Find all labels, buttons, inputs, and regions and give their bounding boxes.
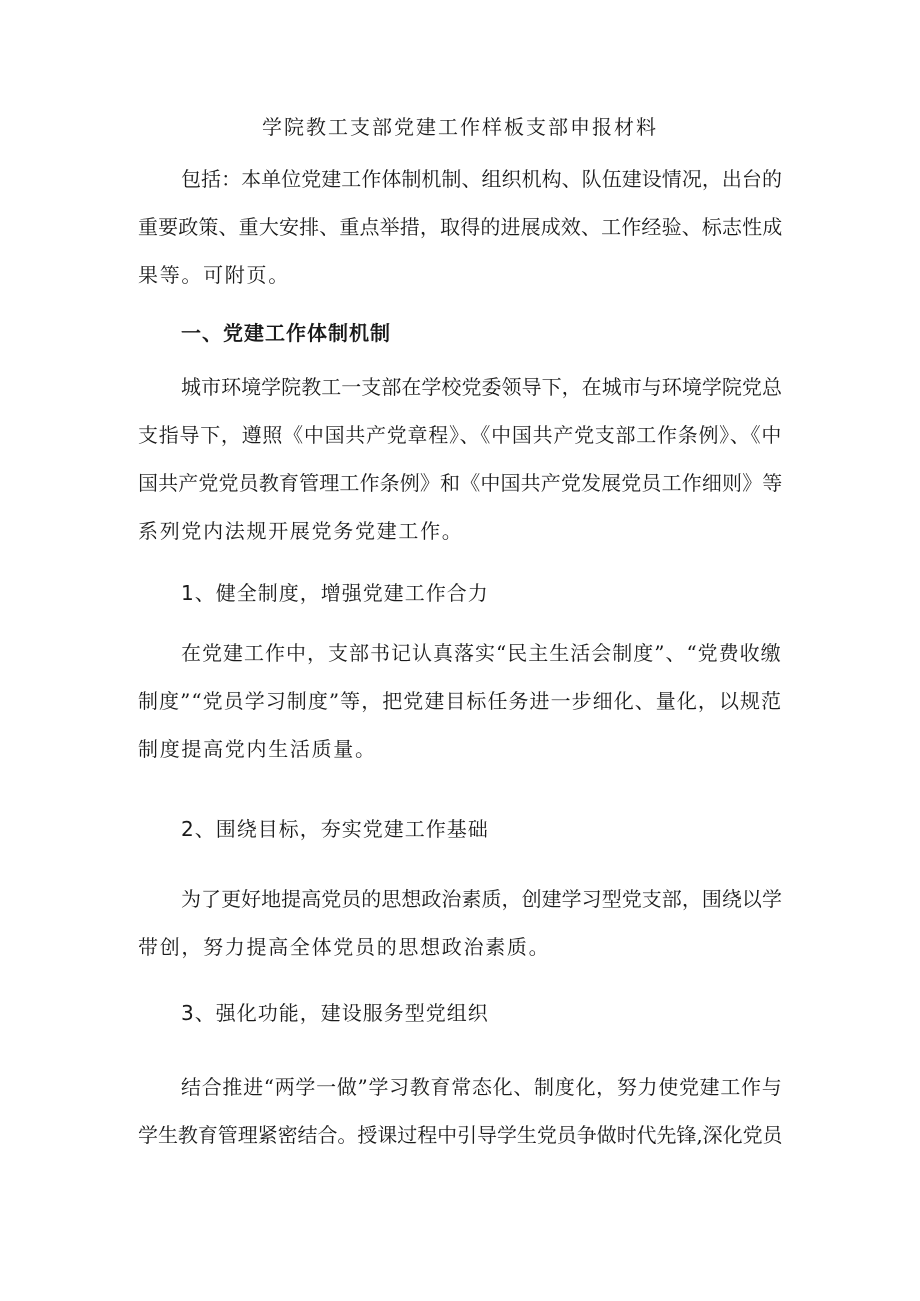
section1-line: 系列党内法规开展党务党建工作。 <box>138 519 464 543</box>
section-heading: 一、党建工作体制机制 <box>181 321 391 345</box>
sub3-line: 学生教育管理紧密结合。授课过程中引导学生党员争做时代先锋,深化党员 <box>138 1123 783 1147</box>
document-title: 学院教工支部党建工作样板支部申报材料 <box>262 115 658 139</box>
section1-line: 城市环境学院教工一支部在学校党委领导下，在城市与环境学院党总 <box>181 375 782 399</box>
intro-line: 重要政策、重大安排、重点举措，取得的进展成效、工作经验、标志性成 <box>138 215 783 239</box>
section1-line: 支指导下，遵照《中国共产党章程》、《中国共产党支部工作条例》、《中 <box>138 423 783 447</box>
sub2-line: 带创，努力提高全体党员的思想政治素质。 <box>138 935 551 959</box>
intro-line: 果等。可附页。 <box>138 263 290 287</box>
intro-line: 包括：本单位党建工作体制机制、组织机构、队伍建设情况，出台的 <box>181 167 782 191</box>
sub3-line: 结合推进“两学一做”学习教育常态化、制度化，努力使党建工作与 <box>181 1075 783 1099</box>
subsection-heading: 1、健全制度，增强党建工作合力 <box>181 581 489 605</box>
subsection-heading: 2、围绕目标，夯实党建工作基础 <box>181 817 489 841</box>
sub1-line: 制度”“党员学习制度”等，把党建目标任务进一步细化、量化，以规范 <box>138 689 783 713</box>
sub1-line: 制度提高党内生活质量。 <box>138 737 377 761</box>
section1-line: 国共产党党员教育管理工作条例》和《中国共产党发展党员工作细则》等 <box>138 471 783 495</box>
sub2-line: 为了更好地提高党员的思想政治素质，创建学习型党支部，围绕以学 <box>181 887 782 911</box>
subsection-heading: 3、强化功能，建设服务型党组织 <box>181 1001 489 1025</box>
sub1-line: 在党建工作中，支部书记认真落实“民主生活会制度”、“党费收缴 <box>181 641 782 665</box>
